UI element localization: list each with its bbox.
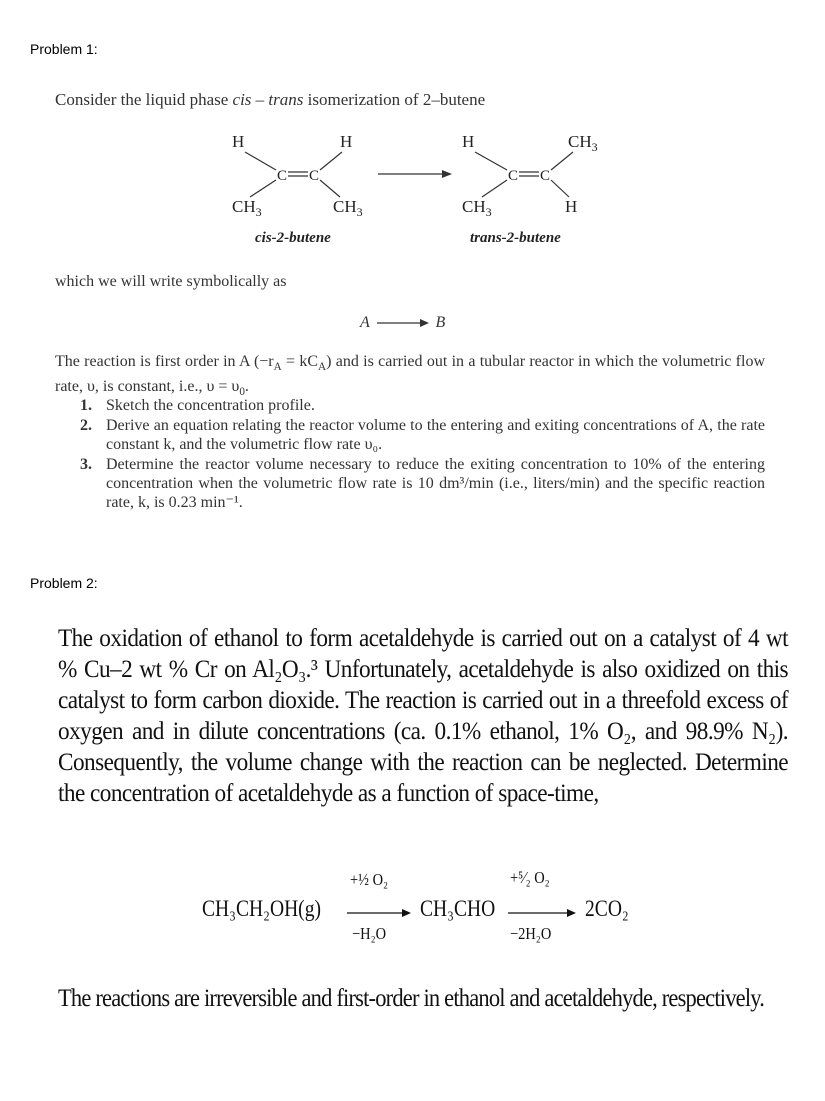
step2-arrow	[506, 907, 578, 919]
task-text: Sketch the concentration profile.	[106, 397, 315, 414]
statement-part-4: .	[244, 378, 249, 396]
statement-sub-3: 0	[239, 386, 245, 399]
trans-bond-br	[551, 180, 569, 197]
structures-svg	[0, 125, 825, 255]
problem-2-statement: The oxidation of ethanol to form acetaldehyde is carried out on a catalyst of 4 wt % Cu–2 wt % Cr on Al₂O₃.³ Unfortunately, acetaldehyde is also oxidized on this catalyst to form carbon dioxide. The reaction is carried out in a threefold excess of oxygen and in dilute concentrations (ca. 0.1% ethanol, 1% O₂, and 98.9% N₂). Consequently, the volume change with the reaction can be neglected. Determine the concentration of acetaldehyde as a function of space-time,	[58, 625, 789, 807]
step2-water: −2H₂O	[510, 924, 552, 943]
reactant-ethanol: CH₃CH₂OH(g)	[202, 896, 321, 921]
task-text: Derive an equation relating the reactor volume to the entering and exiting concentrations of A, the rate constant k, and the volumetric flow rate υ₀.	[106, 417, 765, 453]
task-item	[80, 455, 765, 512]
statement-part-1: The reaction is first order in A (−r	[55, 353, 274, 370]
trans-bond-bl	[482, 180, 507, 197]
intermediate-acetaldehyde: CH₃CHO	[420, 896, 496, 921]
product-co2: 2CO₂	[585, 896, 629, 921]
step2-oxygen: +⁵⁄₂ O₂	[510, 868, 550, 887]
a-to-b-equation	[360, 314, 445, 332]
task-item	[80, 396, 765, 415]
cis-C-right: C	[309, 168, 320, 184]
intro-dash: –	[251, 90, 269, 109]
isomerization-structures	[0, 125, 825, 255]
trans-bond-tr	[551, 152, 573, 170]
task-number: 1.	[80, 397, 92, 414]
species-a: A	[360, 314, 370, 331]
problem-1-intro	[55, 90, 485, 110]
problem-1-tasks	[80, 396, 765, 513]
intro-cis: cis	[232, 90, 252, 109]
task-text: Determine the reactor volume necessary to reduce the exiting concentration to 10% of the entering concentration when the volumetric flow rate is 10 dm³/min (i.e., liters/min) and the specific reaction rate, k, is 0.23 min⁻¹.	[106, 456, 765, 511]
problem-2-label: Problem 2:	[30, 575, 98, 591]
task-number: 3.	[80, 456, 92, 473]
statement-part-2: = kC	[281, 353, 319, 370]
cis-name: cis-2-butene	[255, 230, 331, 246]
cis-C-left: C	[277, 168, 288, 184]
cis-bond-tl	[245, 152, 276, 170]
symbolic-line: which we will write symbolically as	[55, 273, 287, 290]
intro-suffix: isomerization of 2–butene	[303, 90, 486, 109]
trans-bond-tl	[475, 152, 507, 170]
statement-part-3: ) and is carried out in a tubular reactor in which the volumetric flow rate, υ, is constant, i.e., υ = υ	[55, 353, 766, 396]
species-b: B	[435, 314, 446, 331]
cis-bond-bl	[250, 180, 276, 197]
intro-prefix: Consider the liquid phase	[55, 90, 233, 109]
problem-2-closing: The reactions are irreversible and first-order in ethanol and acetaldehyde, respectively.	[58, 985, 765, 1012]
statement-sub-2: A	[318, 361, 327, 374]
isomerization-arrow-head	[442, 170, 452, 178]
cis-H-right: H	[340, 132, 353, 151]
trans-H-right: H	[565, 197, 578, 216]
step1-arrow	[345, 907, 413, 919]
step1-water: −H₂O	[352, 924, 387, 943]
statement-sub-1: A	[273, 361, 282, 374]
task-number: 2.	[80, 417, 92, 434]
trans-name: trans-2-butene	[470, 230, 561, 246]
trans-CH3-left: $CH_3$	[462, 197, 492, 219]
step1-oxygen: +½ O₂	[350, 870, 389, 889]
cis-H-left: H	[232, 132, 245, 151]
task-item	[80, 416, 765, 454]
cis-CH3-right: $CH_3$	[333, 197, 363, 219]
cis-bond-br	[320, 180, 340, 197]
cis-bond-tr	[320, 152, 342, 170]
problem-1-label: Problem 1:	[30, 41, 98, 57]
trans-C-right: C	[540, 168, 551, 184]
intro-trans: trans	[268, 90, 304, 109]
trans-H-left: H	[462, 132, 475, 151]
trans-CH3-right: $CH_3$	[568, 132, 598, 154]
a-to-b-arrow	[373, 317, 431, 329]
oxidation-reaction-scheme	[0, 860, 825, 950]
trans-C-left: C	[508, 168, 519, 184]
cis-CH3-left: $CH_3$	[232, 197, 262, 219]
problem-1-statement	[55, 352, 765, 402]
